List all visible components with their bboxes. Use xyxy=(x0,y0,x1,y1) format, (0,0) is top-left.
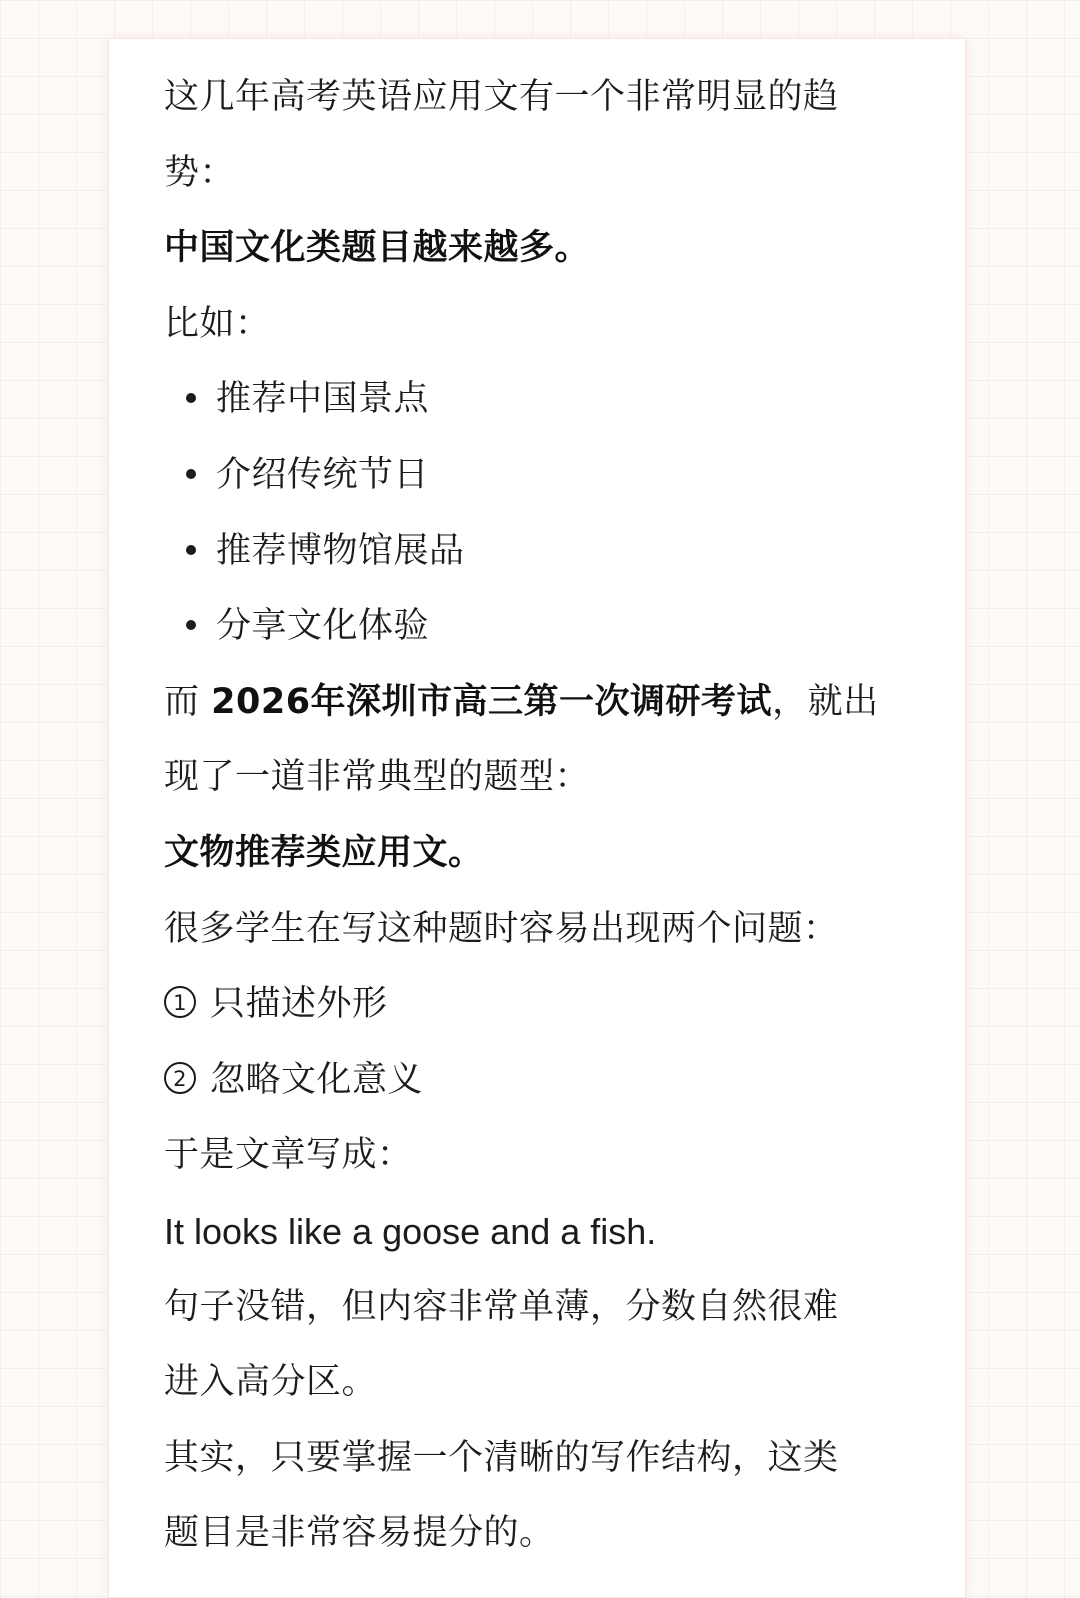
bullet-dot-icon xyxy=(186,620,196,630)
paragraph-line: 现了一道非常典型的题型： xyxy=(164,757,591,798)
bullet-item xyxy=(164,589,924,665)
paragraph-line: 句子没错，但内容非常单薄，分数自然很难 xyxy=(164,1286,839,1327)
problem-item xyxy=(164,967,924,1043)
article-body xyxy=(164,60,924,1572)
bullet-dot-icon xyxy=(186,393,196,403)
paragraph-text: ，就出 xyxy=(772,681,879,722)
problem-item xyxy=(164,1043,924,1119)
paragraph-line: 题目是非常容易提分的。 xyxy=(164,1513,555,1554)
circled-number-icon: 1 xyxy=(164,986,196,1018)
paragraph-line: 于是文章写成： xyxy=(164,1135,413,1176)
paragraph-line: 这几年高考英语应用文有一个非常明显的趋 xyxy=(164,77,839,117)
problem-text: 只描述外形 xyxy=(210,984,388,1025)
paragraph-line: 势： xyxy=(164,152,236,193)
bullet-text: 推荐博物馆展品 xyxy=(216,530,465,571)
paragraph-text: 而 xyxy=(164,681,212,722)
exam-name: 2026年深圳市高三第一次调研考试 xyxy=(211,681,773,722)
bullet-item xyxy=(164,514,924,590)
paragraph-line: 比如： xyxy=(164,303,271,344)
bullet-item xyxy=(164,362,924,438)
bullet-text: 介绍传统节日 xyxy=(216,454,430,495)
highlight-statement: 中国文化类题目越来越多。 xyxy=(164,228,591,269)
paragraph-line: 很多学生在写这种题时容易出现两个问题： xyxy=(164,908,839,949)
problem-text: 忽略文化意义 xyxy=(210,1059,424,1100)
paragraph-line: 其实，只要掌握一个清晰的写作结构，这类 xyxy=(164,1437,839,1478)
paragraph-line: 进入高分区。 xyxy=(164,1362,378,1403)
bullet-dot-icon xyxy=(186,545,196,555)
example-sentence: It looks like a goose and a fish. xyxy=(164,1210,657,1252)
bullet-dot-icon xyxy=(186,469,196,479)
bullet-text: 推荐中国景点 xyxy=(216,379,430,420)
highlight-statement: 文物推荐类应用文。 xyxy=(164,832,484,873)
bullet-text: 分享文化体验 xyxy=(216,606,430,647)
bullet-item xyxy=(164,438,924,514)
circled-number-icon: 2 xyxy=(164,1062,196,1094)
paragraph-line xyxy=(164,665,924,741)
